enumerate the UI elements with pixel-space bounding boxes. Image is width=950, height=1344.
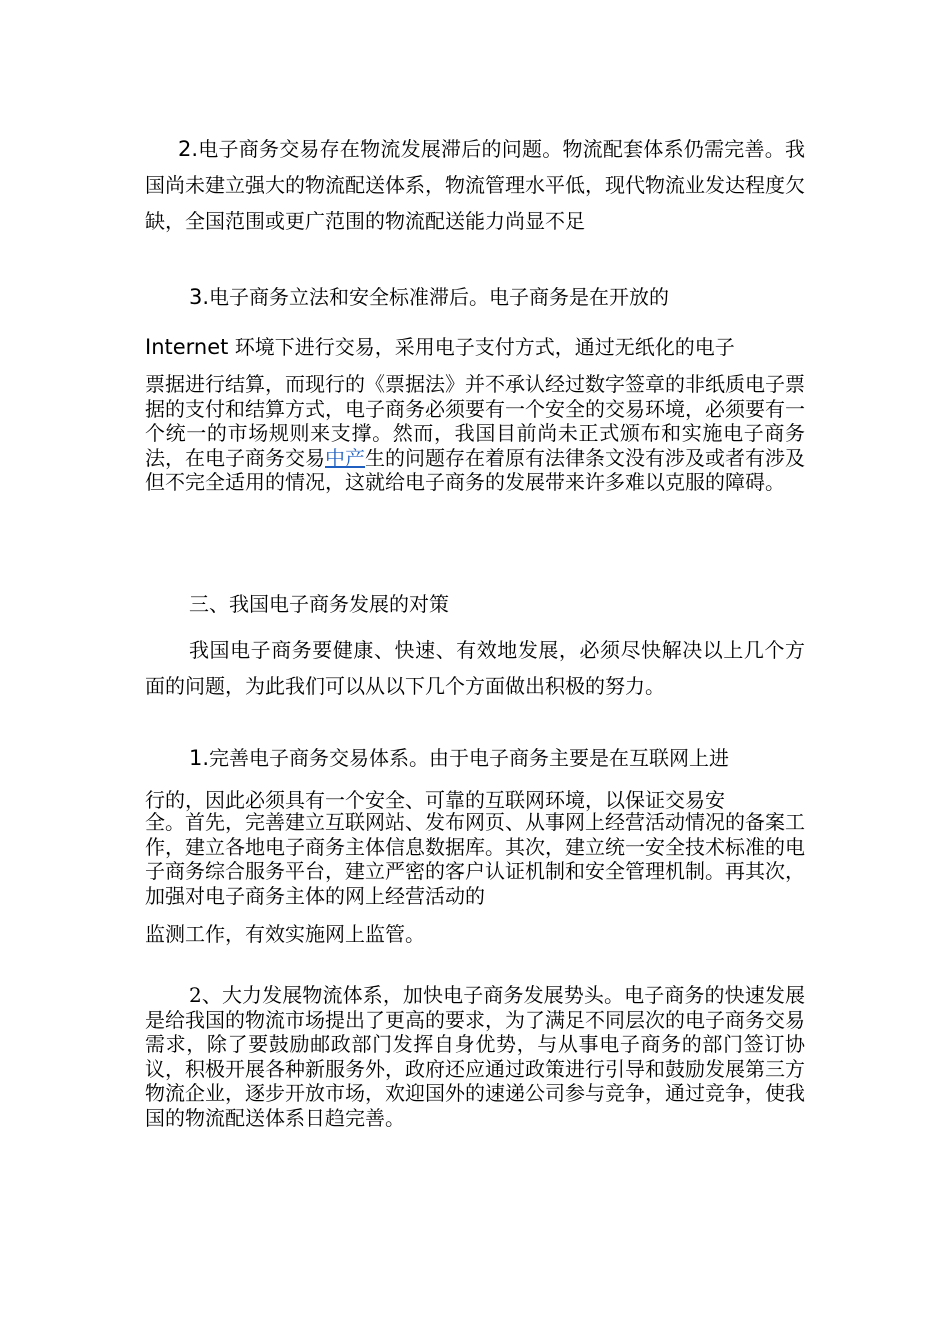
paragraph-legislation-body: 票据进行结算，而现行的《票据法》并不承认经过数字签章的非纸质电子票据的支付和结算方式，电子商务必须要有一个安全的交易环境，必须要有一个统一的市场规则来支撑。然而，我国目前尚未正式颁布和实施电子商务法，在电子商务交易中产生的问题存在着原有法律条文没有涉及或者有涉及但不完全适用的情况，这就给电子商务的发展带来许多难以克服的障碍。	[145, 372, 805, 494]
paragraph-line: 行的，因此必须具有一个安全、可靠的互联网环境，以保证交易安	[145, 788, 725, 812]
section-heading: 三、我国电子商务发展的对策	[189, 592, 449, 616]
paragraph-logistics-development: 2、大力发展物流体系，加快电子商务发展势头。电子商务的快速发展是给我国的物流市场提出了更高的要求，为了满足不同层次的电子商务交易需求，除了要鼓励邮政部门发挥自身优势，与从事电子商务的部门签订协议，积极开展各种新服务外，政府还应通过政策进行引导和鼓励发展第三方物流企业，逐步开放市场，欢迎国外的速递公司参与竞争，通过竞争，使我国的物流配送体系日趋完善。	[145, 983, 805, 1130]
paragraph-text: 电子商务交易存在物流发展滞后的问题。物流配套体系仍需完善。我国尚未建立强大的物流配送体系，物流管理水平低，现代物流业发达程度欠缺，全国范围或更广范围的物流配送能力尚显不足	[145, 137, 805, 233]
paragraph-transaction-system	[145, 741, 805, 817]
item-number: 3.	[189, 285, 210, 309]
internet-term: Internet	[145, 335, 229, 359]
paragraph-line: 3.电子商务立法和安全标准滞后。电子商务是在开放的	[189, 285, 670, 309]
paragraph-transaction-last: 监测工作，有效实施网上监管。	[145, 922, 425, 946]
paragraph-line: 1.完善电子商务交易体系。由于电子商务主要是在互联网上进	[189, 746, 730, 770]
paragraph-transaction-body: 全。首先，完善建立互联网站、发布网页、从事网上经营活动情况的备案工作，建立各地电子商务主体信息数据库。其次，建立统一安全技术标准的电子商务综合服务平台，建立严密的客户认证机制和安全管理机制。再其次，加强对电子商务主体的网上经营活动的	[145, 810, 805, 908]
paragraph-line: Internet 环境下进行交易，采用电子支付方式，通过无纸化的电子	[145, 335, 735, 359]
item-number: 2.	[178, 137, 199, 161]
paragraph-logistics-lag	[145, 131, 805, 239]
paragraph-legislation	[145, 283, 805, 361]
paragraph-intro: 我国电子商务要健康、快速、有效地发展，必须尽快解决以上几个方面的问题，为此我们可以从以下几个方面做出积极的努力。	[145, 638, 805, 698]
inline-link[interactable]: 中产	[325, 445, 365, 470]
item-number: 1.	[189, 746, 210, 770]
